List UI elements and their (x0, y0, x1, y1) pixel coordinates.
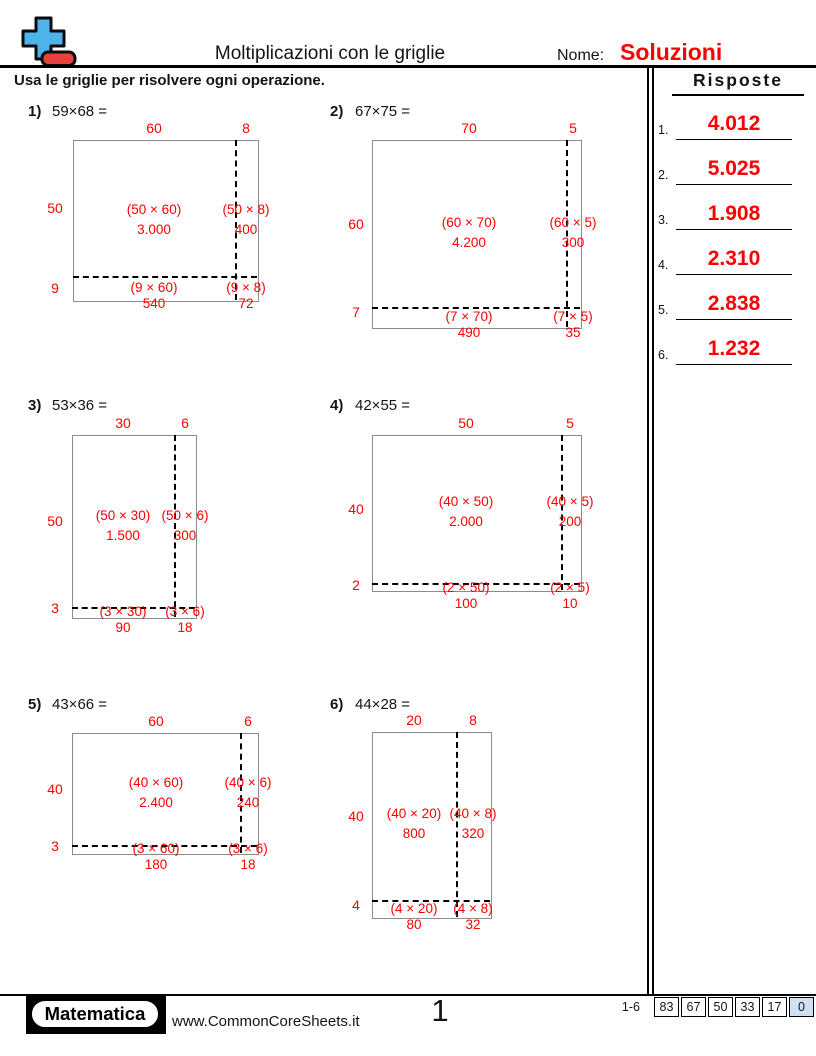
answer-row (656, 280, 802, 320)
grid-rectangle (372, 140, 582, 329)
answer-number: 6. (658, 348, 669, 362)
answer-value: 2.838 (676, 292, 792, 320)
top-ones-label: 5 (569, 120, 577, 136)
cell-bottom-left: (9 × 60) 540 (130, 280, 178, 311)
answer-value: 4.012 (676, 112, 792, 140)
answer-number: 4. (658, 258, 669, 272)
top-tens-label: 30 (115, 415, 131, 431)
cell-bottom-right: (3 × 6) 18 (165, 604, 205, 635)
top-tens-label: 60 (148, 713, 164, 729)
answer-row (656, 235, 802, 275)
cell-bottom-left: (2 × 50) 100 (442, 580, 490, 611)
cell-bottom-left: (3 × 60) 180 (132, 841, 180, 872)
score-cell: 67 (681, 997, 706, 1017)
score-cell: 17 (762, 997, 787, 1017)
grid-rectangle (372, 435, 582, 592)
cell-top-left: (40 × 20) 800 (386, 806, 442, 841)
side-tens-label: 40 (47, 781, 63, 797)
answer-row (656, 190, 802, 230)
problem-number: 4) (330, 397, 344, 414)
side-ones-label: 3 (51, 600, 59, 616)
grid-horizontal-divider (372, 307, 580, 309)
top-tens-label: 50 (458, 415, 474, 431)
grid-vertical-divider (561, 435, 563, 590)
cell-top-right: (50 × 8) 400 (222, 202, 270, 237)
side-ones-label: 2 (352, 577, 360, 593)
side-tens-label: 50 (47, 200, 63, 216)
problem-expression: 43×66 = (52, 696, 108, 713)
problem-expression: 53×36 = (52, 397, 108, 414)
cell-top-left: (50 × 60) 3.000 (126, 202, 182, 237)
answer-number: 3. (658, 213, 669, 227)
answer-number: 1. (658, 123, 669, 137)
answer-value: 5.025 (676, 157, 792, 185)
page-title: Moltiplicazioni con le griglie (214, 43, 446, 64)
score-cell: 0 (789, 997, 814, 1017)
top-tens-label: 70 (461, 120, 477, 136)
cell-bottom-left: (7 × 70) 490 (445, 309, 493, 340)
cell-top-left: (60 × 70) 4.200 (441, 215, 497, 250)
side-tens-label: 40 (348, 501, 364, 517)
cell-bottom-right: (4 × 8) 32 (453, 901, 493, 932)
cell-top-right: (50 × 6) 300 (161, 508, 209, 543)
header-divider (0, 65, 816, 68)
score-cell: 83 (654, 997, 679, 1017)
cell-bottom-right: (9 × 8) 72 (226, 280, 266, 311)
brand-logo (26, 996, 166, 1034)
answers-column-divider (647, 68, 654, 995)
top-ones-label: 8 (469, 712, 477, 728)
side-ones-label: 7 (352, 304, 360, 320)
answer-number: 5. (658, 303, 669, 317)
top-tens-label: 20 (406, 712, 422, 728)
cell-top-left: (50 × 30) 1.500 (95, 508, 151, 543)
grid-vertical-divider (235, 140, 237, 300)
grid-rectangle (72, 733, 259, 855)
score-cell: 50 (708, 997, 733, 1017)
grid-rectangle (72, 435, 197, 619)
side-ones-label: 9 (51, 280, 59, 296)
cell-bottom-right: (7 × 5) 35 (553, 309, 593, 340)
score-table (654, 997, 814, 1017)
problem-expression: 44×28 = (355, 696, 411, 713)
side-ones-label: 3 (51, 838, 59, 854)
brand-name: Matematica (30, 999, 160, 1029)
answer-value: 1.232 (676, 337, 792, 365)
problem-number: 1) (28, 103, 42, 120)
answer-row (656, 100, 802, 140)
cell-bottom-right: (3 × 6) 18 (228, 841, 268, 872)
grid-rectangle (372, 732, 492, 919)
grid-horizontal-divider (73, 276, 257, 278)
problem-expression: 42×55 = (355, 397, 411, 414)
cell-top-right: (40 × 6) 240 (224, 775, 272, 810)
cell-top-left: (40 × 60) 2.400 (128, 775, 184, 810)
grid-vertical-divider (456, 732, 458, 917)
answer-value: 2.310 (676, 247, 792, 275)
answer-row (656, 145, 802, 185)
side-ones-label: 4 (352, 897, 360, 913)
cell-top-right: (40 × 8) 320 (449, 806, 497, 841)
page-number: 1 (431, 993, 449, 1028)
top-ones-label: 8 (242, 120, 250, 136)
problem-expression: 67×75 = (355, 103, 411, 120)
cell-top-right: (40 × 5) 200 (546, 494, 594, 529)
grid-horizontal-divider (72, 845, 257, 847)
cell-bottom-left: (3 × 30) 90 (99, 604, 147, 635)
grid-horizontal-divider (372, 583, 580, 585)
grid-rectangle (73, 140, 259, 302)
side-tens-label: 50 (47, 513, 63, 529)
cell-bottom-left: (4 × 20) 80 (390, 901, 438, 932)
score-cell: 33 (735, 997, 760, 1017)
name-label: Nome: (557, 47, 605, 64)
top-ones-label: 6 (244, 713, 252, 729)
name-value: Soluzioni (620, 39, 723, 65)
answer-value: 1.908 (676, 202, 792, 230)
grid-horizontal-divider (372, 900, 490, 902)
cell-top-left: (40 × 50) 2.000 (438, 494, 494, 529)
score-range-label: 1-6 (621, 1000, 640, 1014)
top-ones-label: 5 (566, 415, 574, 431)
side-tens-label: 40 (348, 808, 364, 824)
answers-heading: Risposte (672, 70, 804, 96)
problem-number: 3) (28, 397, 42, 414)
grid-horizontal-divider (72, 607, 195, 609)
problem-expression: 59×68 = (52, 103, 108, 120)
top-tens-label: 60 (146, 120, 162, 136)
top-ones-label: 6 (181, 415, 189, 431)
problem-number: 5) (28, 696, 42, 713)
cell-bottom-right: (2 × 5) 10 (550, 580, 590, 611)
grid-vertical-divider (240, 733, 242, 853)
grid-vertical-divider (174, 435, 176, 617)
grid-vertical-divider (566, 140, 568, 327)
problem-number: 6) (330, 696, 344, 713)
instruction-text: Usa le griglie per risolvere ogni operazione. (14, 72, 325, 89)
cell-top-right: (60 × 5) 300 (549, 215, 597, 250)
side-tens-label: 60 (348, 216, 364, 232)
problem-number: 2) (330, 103, 344, 120)
answer-number: 2. (658, 168, 669, 182)
website-link[interactable]: www.CommonCoreSheets.it (172, 1013, 360, 1030)
answer-row (656, 325, 802, 365)
